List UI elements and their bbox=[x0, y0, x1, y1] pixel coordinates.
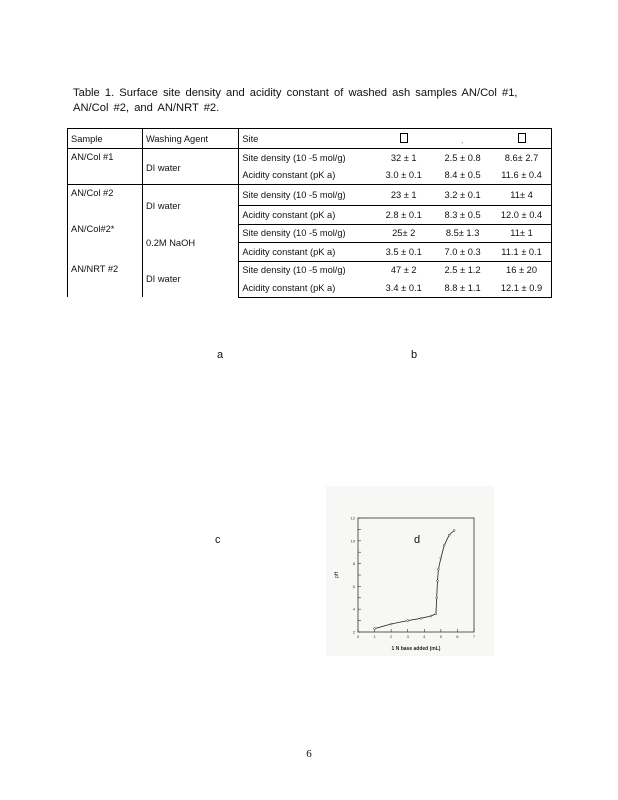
panel-label-a: a bbox=[217, 349, 224, 361]
y-tick-label: 6 bbox=[352, 583, 355, 589]
panel-label-d: d bbox=[414, 534, 421, 546]
cell-sample: AN/Col #2 bbox=[68, 185, 143, 206]
x-tick-label: 7 bbox=[472, 634, 476, 639]
header-site: Site bbox=[239, 129, 374, 149]
cell-value: 11± 4 bbox=[492, 185, 551, 206]
cell-site: Site density (10 -5 mol/g) bbox=[239, 224, 374, 243]
x-tick-label: 5 bbox=[439, 634, 442, 639]
data-point bbox=[437, 568, 439, 570]
y-axis-label: pH bbox=[334, 571, 340, 578]
cell-agent: 0.2M NaOH bbox=[142, 224, 238, 261]
cell-site: Acidity constant (pK a) bbox=[239, 279, 374, 297]
site-density-table bbox=[67, 128, 552, 298]
caption-line-2: AN/Col #2, and AN/NRT #2. bbox=[73, 102, 220, 114]
cell-value: 23 ± 1 bbox=[374, 185, 433, 206]
data-point bbox=[437, 580, 439, 582]
cell-value: 8.8 ± 1.1 bbox=[433, 279, 492, 297]
header-symbol-2 bbox=[433, 129, 492, 149]
header-symbol-3 bbox=[492, 129, 551, 149]
x-axis-ticks bbox=[357, 629, 476, 639]
data-point bbox=[435, 613, 437, 615]
cell-site: Site density (10 -5 mol/g) bbox=[239, 185, 374, 206]
cell-value: 8.5± 1.3 bbox=[433, 224, 492, 243]
x-tick-label: 6 bbox=[456, 634, 459, 639]
cell-agent: DI water bbox=[142, 261, 238, 297]
data-point bbox=[420, 617, 422, 619]
table-row bbox=[68, 149, 552, 167]
cell-site: Acidity constant (pK a) bbox=[242, 209, 336, 220]
panel-label-b: b bbox=[411, 349, 418, 361]
table-header-row bbox=[68, 129, 552, 149]
cell-site: Acidity constant (pK a) bbox=[242, 170, 336, 181]
header-symbol-1 bbox=[374, 129, 433, 149]
y-tick-label: 8 bbox=[352, 561, 355, 567]
data-point bbox=[443, 544, 445, 546]
data-point bbox=[453, 530, 455, 532]
cell-value: 47 ± 2 bbox=[390, 265, 417, 276]
cell-value: 3.4 ± 0.1 bbox=[374, 279, 433, 297]
table-row bbox=[68, 224, 552, 243]
caption-line-1: Table 1. Surface site density and acidity constant of washed ash samples AN/Col #1, bbox=[73, 87, 518, 99]
cell-value: 8.4 ± 0.5 bbox=[444, 170, 481, 181]
table-caption bbox=[73, 86, 533, 116]
cell-sample: AN/Col #1 bbox=[68, 149, 143, 185]
y-tick-label: 4 bbox=[352, 606, 355, 612]
cell-value: 2.5 ± 0.8 bbox=[444, 152, 481, 163]
data-point bbox=[407, 620, 409, 622]
placeholder-glyph-icon bbox=[518, 133, 526, 143]
header-washing-agent: Washing Agent bbox=[142, 129, 238, 149]
y-tick-label: 12 bbox=[350, 515, 355, 521]
page-number: 6 bbox=[306, 748, 312, 760]
cell-value: 11± 1 bbox=[492, 224, 551, 243]
cell-value: 3.0 ± 0.1 bbox=[385, 170, 422, 181]
small-glyph-icon: ˎ bbox=[461, 134, 464, 144]
titration-plot-panel bbox=[326, 486, 494, 656]
cell-site: Site density (10 -5 mol/g) bbox=[242, 265, 346, 276]
cell-value: 8.6± 2.7 bbox=[492, 149, 551, 167]
y-tick-label: 10 bbox=[350, 538, 355, 544]
cell-value: 16 ± 20 bbox=[492, 261, 551, 279]
cell-site: Acidity constant (pK a) bbox=[239, 243, 374, 262]
cell-sample: AN/Col#2* bbox=[68, 224, 143, 261]
placeholder-glyph-icon bbox=[400, 133, 408, 143]
x-tick-label: 3 bbox=[406, 634, 409, 639]
cell-agent: DI water bbox=[142, 185, 238, 225]
cell-value: 11.1 ± 0.1 bbox=[492, 243, 551, 262]
x-tick-label: 2 bbox=[390, 634, 393, 639]
cell-value: 12.1 ± 0.9 bbox=[492, 279, 551, 297]
data-point bbox=[430, 615, 432, 617]
y-tick-label: 2 bbox=[352, 629, 355, 635]
x-tick-label: 4 bbox=[423, 634, 426, 639]
data-point bbox=[440, 557, 442, 559]
cell-value: 3.5 ± 0.1 bbox=[374, 243, 433, 262]
header-sample: Sample bbox=[68, 129, 143, 149]
x-tick-label: 0 bbox=[356, 634, 360, 639]
x-tick-label: 1 bbox=[373, 634, 376, 639]
table-row bbox=[68, 261, 552, 279]
cell-value: 3.2 ± 0.1 bbox=[433, 185, 492, 206]
cell-sample bbox=[68, 206, 143, 225]
data-point bbox=[374, 628, 376, 630]
cell-agent: DI water bbox=[142, 149, 238, 185]
cell-value: 2.8 ± 0.1 bbox=[385, 209, 422, 220]
cell-value: 11.6 ± 0.4 bbox=[492, 167, 551, 185]
cell-value: 12.0 ± 0.4 bbox=[492, 206, 551, 225]
cell-value: 7.0 ± 0.3 bbox=[433, 243, 492, 262]
cell-sample: AN/NRT #2 bbox=[68, 261, 143, 297]
cell-site: Site density (10 -5 mol/g) bbox=[242, 152, 346, 163]
data-point bbox=[436, 597, 438, 599]
cell-value: 8.3 ± 0.5 bbox=[444, 209, 481, 220]
cell-value: 25± 2 bbox=[374, 224, 433, 243]
cell-value: 2.5 ± 1.2 bbox=[444, 265, 481, 276]
data-point bbox=[390, 623, 392, 625]
titration-plot bbox=[326, 486, 494, 656]
cell-value: 32 ± 1 bbox=[390, 152, 417, 163]
y-axis-ticks bbox=[351, 516, 361, 635]
data-point bbox=[448, 534, 450, 536]
panel-label-c: c bbox=[215, 534, 221, 546]
x-axis-label: 1 N base added (mL) bbox=[391, 646, 441, 652]
table-row bbox=[68, 206, 552, 225]
table-row bbox=[68, 185, 552, 206]
